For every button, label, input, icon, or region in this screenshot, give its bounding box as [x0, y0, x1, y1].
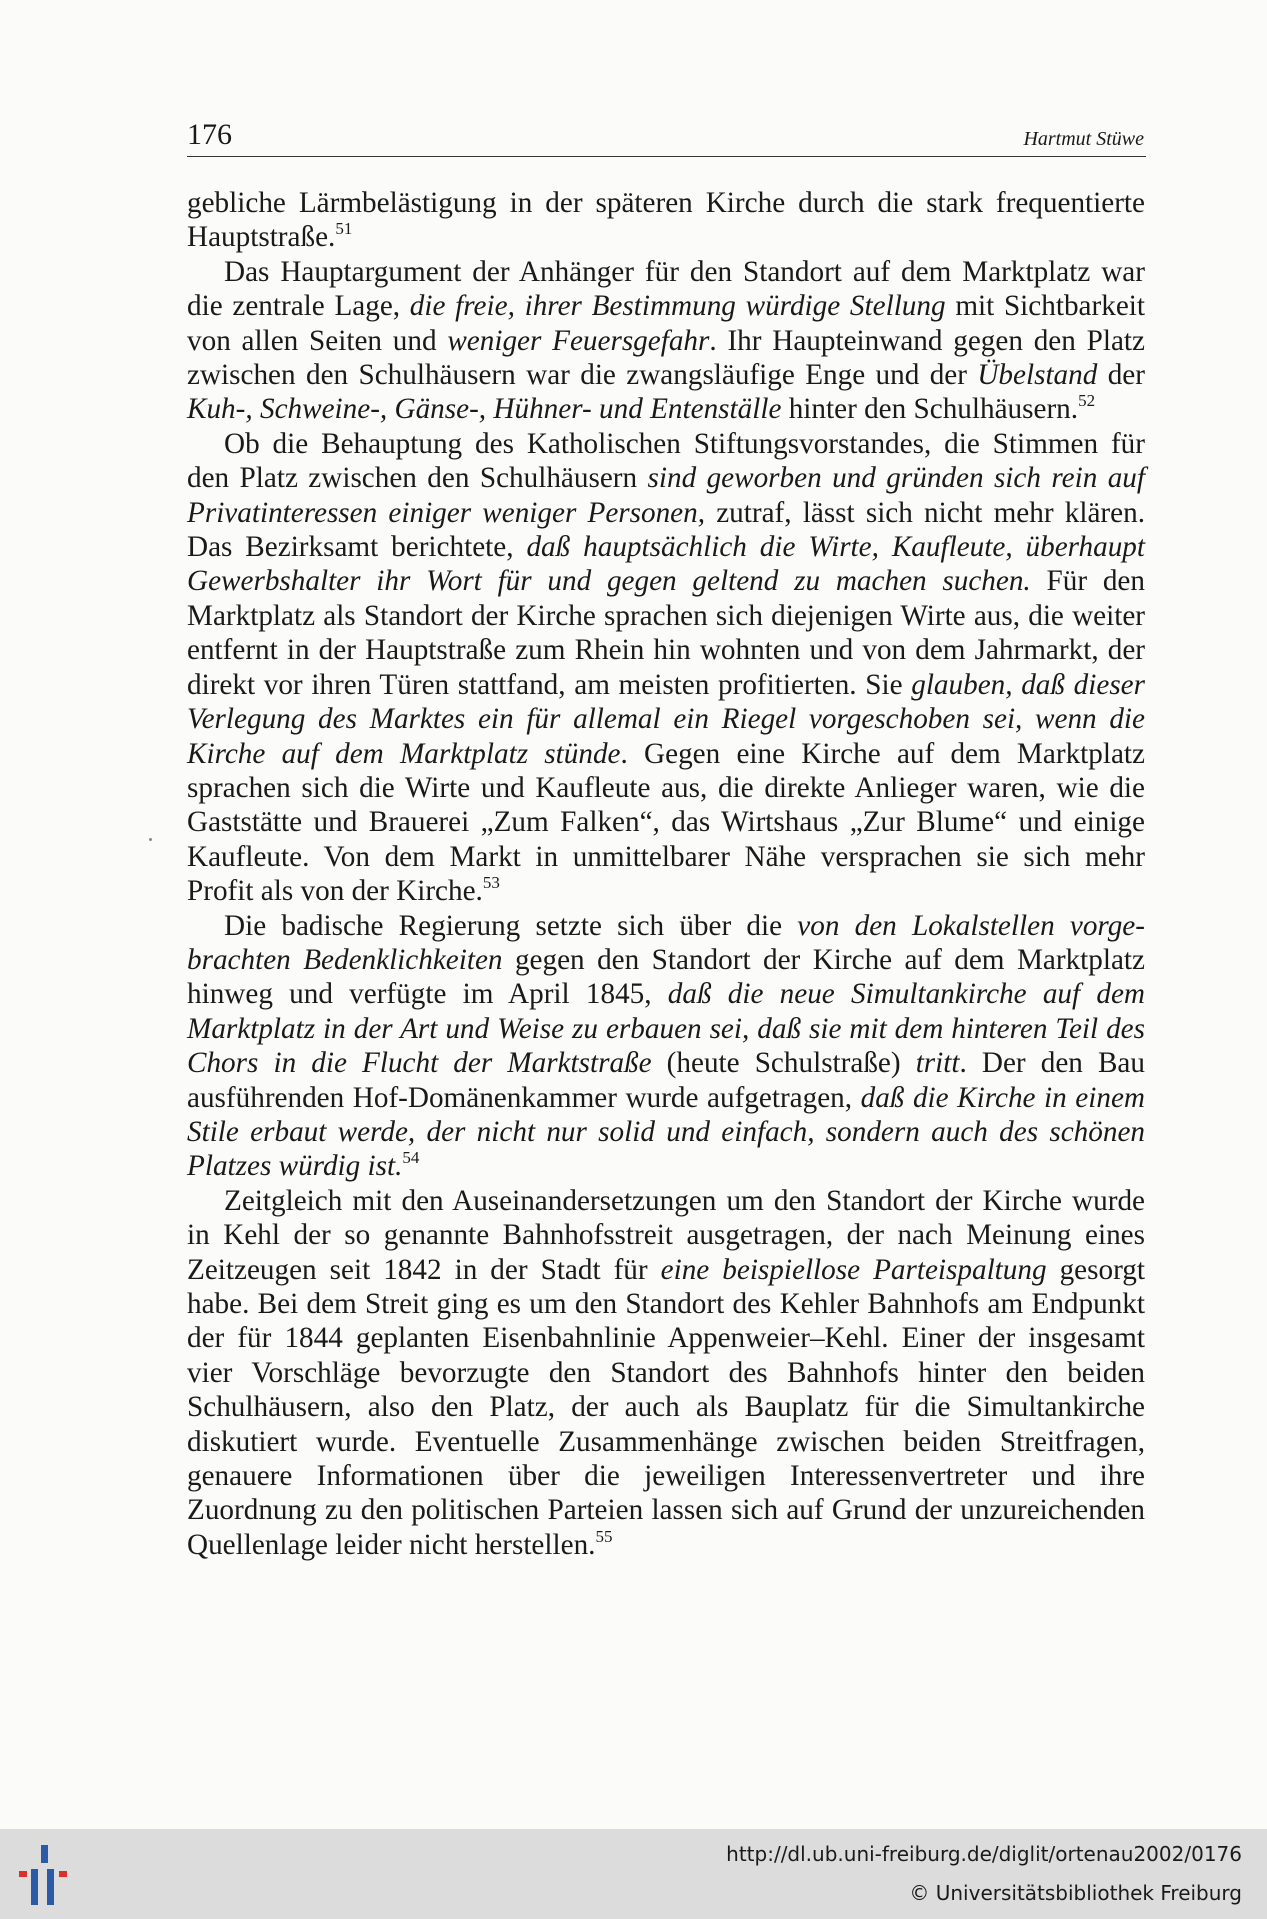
- paragraph: [187, 909, 1145, 1184]
- footnote-marker: 55: [595, 1526, 613, 1546]
- quoted-text: tritt: [915, 1047, 960, 1080]
- quoted-text: Kuh-, Schweine-, Gänse-, Hühner- und Entenställe: [187, 393, 782, 426]
- text-run: Die badische Regierung setzte sich über die: [224, 909, 798, 942]
- footnote-marker: 53: [482, 873, 500, 893]
- footnote-marker: 51: [335, 219, 353, 239]
- running-head-author: Hartmut Stüwe: [1023, 128, 1144, 150]
- quoted-text: daß die neue Simultankirche auf dem Marktplatz in der Art und Weise zu erbauen sei, daß sie mit dem hinteren Teil des Chors in die Flucht der Marktstraße: [187, 978, 1145, 1080]
- text-run: gebliche Lärmbelästigung in der späteren Kirche durch die stark frequentierte Hauptstraße.: [187, 187, 1145, 254]
- text-run: Ob die Behauptung des Katholischen Stiftungsvorstandes, die Stimmen für den Platz zwischen den Schulhäusern: [187, 427, 1145, 495]
- text-run: . Gegen eine Kirche auf dem Marktplatz sprachen sich die Wirte und Kaufleute aus, die direkte Anlieger waren, wie die Gaststätte und Brauerei „Zum Falken“, das Wirtshaus „Zur Blume“ und einige Kaufleute. Von dem Markt in unmittelbarer Nähe versprachen sie sich mehr Profit als von der Kirche.: [187, 737, 1145, 908]
- paragraph: [187, 186, 1145, 255]
- quoted-text: die freie, ihrer Bestimmung würdige Stellung: [409, 290, 946, 323]
- quoted-text: daß die Kirche in einem Stile erbaut werde, der nicht nur solid und einfach, sondern auch des schönen Platzes würdig ist.: [187, 1081, 1145, 1183]
- text-run: gesorgt habe. Bei dem Streit ging es um den Standort des Kehler Bahnhofs am Endpunkt der für 1844 geplanten Eisenbahnlinie Appenweier–Kehl. Einer der insgesamt vier Vorschläge bevorzugte den Standort des Bahnhofs hinter den beiden Schulhäusern, also den Platz, der auch als Bauplatz für die Simultankirche diskutiert wurde. Eventuelle Zusammenhänge zwischen beiden Streitfragen, genauere Informationen über die jeweiligen Interessenvertreter und ihre Zuordnung zu den politischen Parteien lassen sich auf Grund der unzureichenden Quellenlage leider nicht herstellen.: [187, 1253, 1145, 1561]
- text-run: . Ihr Haupteinwand gegen den Platz zwischen den Schulhäusern war die zwangsläufige Enge und der: [187, 324, 1145, 392]
- page-number: 176: [187, 118, 232, 151]
- footer-permalink[interactable]: http://dl.ub.uni-freiburg.de/diglit/ortenau2002/0176: [726, 1842, 1242, 1866]
- quoted-text: glauben, daß dieser Verlegung des Marktes ein für allemal ein Riegel vorgeschoben sei, wenn die Kirche auf dem Marktplatz stünde: [187, 668, 1145, 770]
- scan-speck: [149, 838, 152, 841]
- footnote-marker: 52: [1078, 391, 1096, 411]
- quoted-text: weniger Feuersgefahr: [447, 324, 710, 357]
- footer-copyright: © Universitätsbibliothek Freiburg: [909, 1881, 1242, 1905]
- text-run: Das Hauptargument der Anhänger für den Standort auf dem Marktplatz war die zentrale Lage,: [187, 255, 1145, 323]
- text-run: der: [1097, 359, 1145, 392]
- paragraph: [187, 427, 1145, 909]
- quoted-text: eine beispiellose Parteispaltung: [660, 1253, 1047, 1286]
- paragraph: [187, 1184, 1145, 1562]
- text-run: hinter den Schulhäusern.: [781, 393, 1079, 426]
- page-header: [187, 118, 1146, 157]
- quoted-text: sind geworben und gründen sich rein auf Privatinteressen einiger weniger Personen,: [187, 462, 1146, 529]
- text-run: Zeitgleich mit den Auseinandersetzungen um den Standort der Kirche wurde in Kehl der so genannte Bahnhofsstreit ausgetragen, der nach Meinung eines Zeitzeugen seit 1842 in der Stadt für: [187, 1184, 1145, 1286]
- text-run: gegen den Standort der Kirche auf dem Marktplatz hinweg und verfügte im April 1845,: [187, 943, 1145, 1011]
- quoted-text: Übelstand: [977, 359, 1098, 392]
- text-run: Für den Marktplatz als Standort der Kirche sprachen sich diejenigen Wirte aus, die weiter entfernt in der Hauptstraße zum Rhein hin wohnten und von dem Jahrmarkt, der direkt vor ihren Türen stattfand, am meisten profitierten. Sie: [187, 565, 1145, 701]
- ub-freiburg-logo-icon: [17, 1841, 81, 1909]
- paragraph: [187, 255, 1145, 427]
- text-run: (heute Schulstraße): [651, 1047, 916, 1080]
- text-run: zutraf, lässt sich nicht mehr klären. Das Bezirksamt berichtete,: [187, 496, 1145, 564]
- footer-bar: [0, 1829, 1267, 1919]
- body-text: [187, 186, 1145, 1562]
- quoted-text: von den Lokalstellen vorgebrachten Bedenklichkeiten: [187, 909, 1145, 976]
- quoted-text: daß hauptsächlich die Wirte, Kaufleute, überhaupt Gewerbshalter ihr Wort für und gegen geltend zu machen suchen.: [187, 531, 1146, 598]
- text-run: mit Sichtbarkeit von allen Seiten und: [187, 290, 1145, 357]
- footnote-marker: 54: [402, 1148, 420, 1168]
- text-run: . Der den Bau ausführenden Hof-Domänenkammer wurde aufgetragen,: [187, 1047, 1145, 1114]
